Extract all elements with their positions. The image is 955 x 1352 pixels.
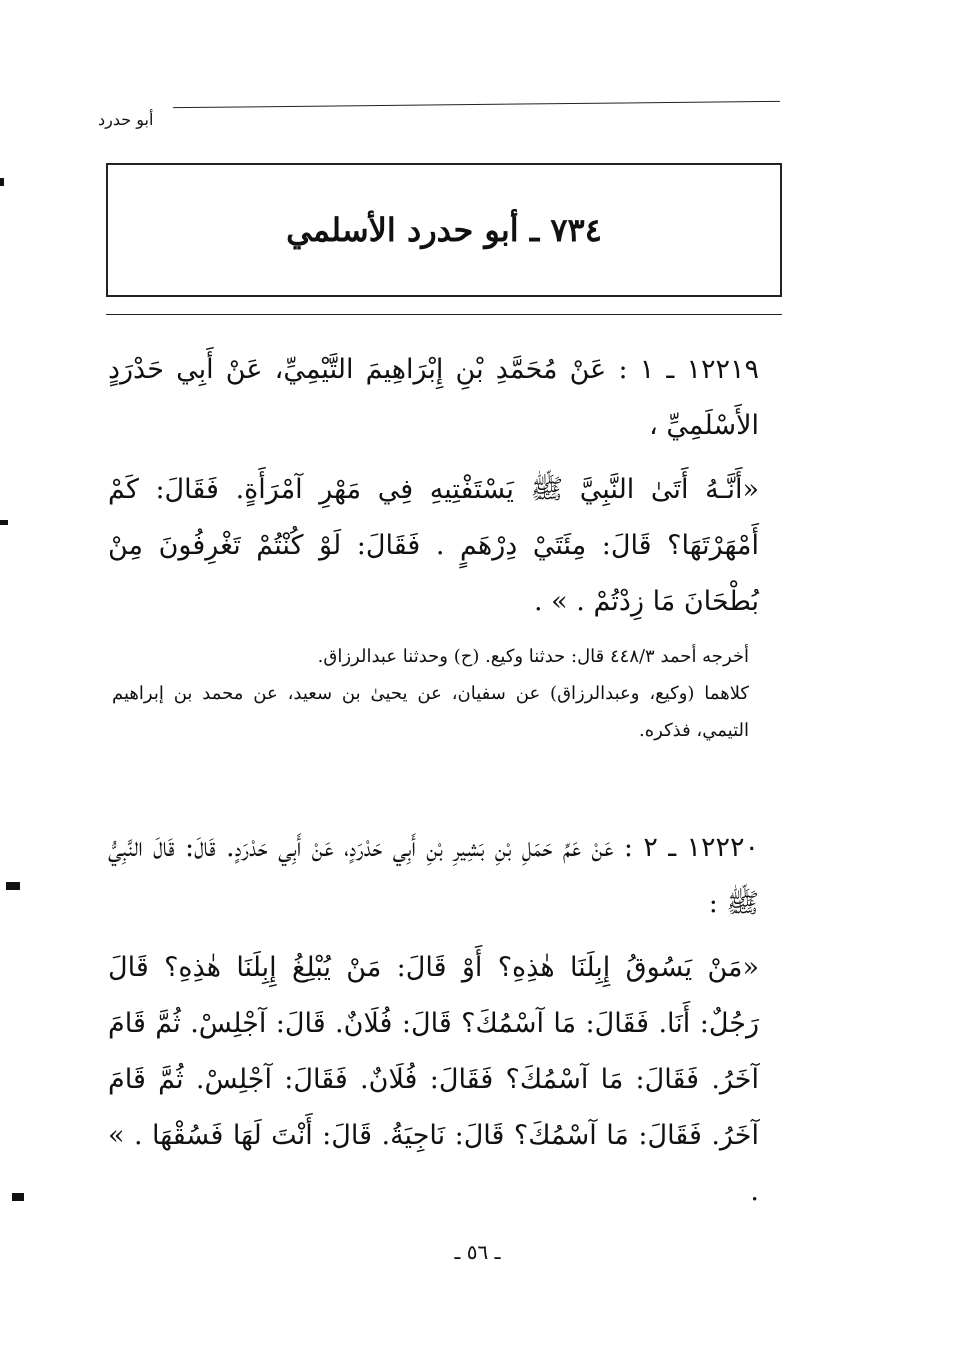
chapter-title: ٧٣٤ ـ أبو حدرد الأسلمي bbox=[286, 211, 602, 249]
scan-mark bbox=[0, 178, 4, 186]
chapter-title-box bbox=[106, 163, 782, 297]
hadith-1 bbox=[108, 342, 759, 630]
running-title: أبو حدرد bbox=[98, 110, 154, 129]
takhrij-line-1: أخرجه أحمد ٤٤٨/٣ قال: حدثنا وكيع. (ح) وحدثنا عبدالرزاق. bbox=[317, 646, 749, 667]
scan-mark bbox=[0, 520, 8, 525]
header-rule bbox=[173, 101, 780, 108]
hadith-2-isnad: ١٢٢٢٠ ـ ٢ : عَنْ عَمِّ حَمَلِ بْنِ بَشِيرِ بْنِ أَبِي حَدْرَدٍ، عَنْ أَبِي حَدْرَدٍ. قَالَ: قَالَ النَّبِيُّ ﷺ : bbox=[108, 832, 759, 919]
title-rule bbox=[106, 314, 782, 315]
takhrij-note bbox=[112, 638, 749, 749]
hadith-2-matn: «مَنْ يَسُوقُ إِبِلَنَا هٰذِهِ؟ أَوْ قَالَ: مَنْ يُبْلِغُ إِبِلَنَا هٰذِهِ؟ قَالَ رَجُلٌ: أَنَا. فَقَالَ: مَا آسْمُكَ؟ قَالَ: فُلَانٌ. قَالَ: آجْلِسْ. ثُمَّ قَامَ آخَرُ. فَقَالَ: مَا آسْمُكَ؟ فَقَالَ: فُلَانٌ. فَقَالَ: آجْلِسْ. ثُمَّ قَامَ آخَرُ. فَقَالَ: مَا آسْمُكَ؟ قَالَ: نَاجِيَةُ. قَالَ: أَنْتَ لَهَا فَسُقْهَا . » . bbox=[108, 952, 759, 1207]
hadith-1-matn: «أَنَّـهُ أَتَىٰ النَّبِيَّ ﷺ يَسْتَفْتِيهِ فِي مَهْرِ آمْرَأَةٍ. فَقَالَ: كَمْ أَمْهَرْتَهَا؟ قَالَ: مِئَتَيْ دِرْهَمٍ . فَقَالَ: لَوْ كُنْتُمْ تَغْرِفُونَ مِنْ بُطْحَانَ مَا زِدْتُمْ . » . bbox=[108, 474, 759, 617]
scan-mark bbox=[6, 882, 20, 890]
running-header bbox=[98, 98, 780, 138]
page-number: ـ ٥٦ ـ bbox=[454, 1240, 501, 1264]
hadith-2 bbox=[108, 820, 759, 1220]
scan-mark bbox=[12, 1193, 24, 1201]
hadith-1-isnad: ١٢٢١٩ ـ ١ : عَنْ مُحَمَّدِ بْنِ إِبْرَاهِيمَ التَّيْمِيِّ، عَنْ أَبِي حَدْرَدٍ الأَسْلَمِيِّ ، bbox=[108, 354, 759, 441]
takhrij-line-2: كلاهما (وكيع، وعبدالرزاق) عن سفيان، عن يحيىٰ بن سعيد، عن محمد بن إبراهيم التيمي، فذكره. bbox=[112, 683, 749, 741]
